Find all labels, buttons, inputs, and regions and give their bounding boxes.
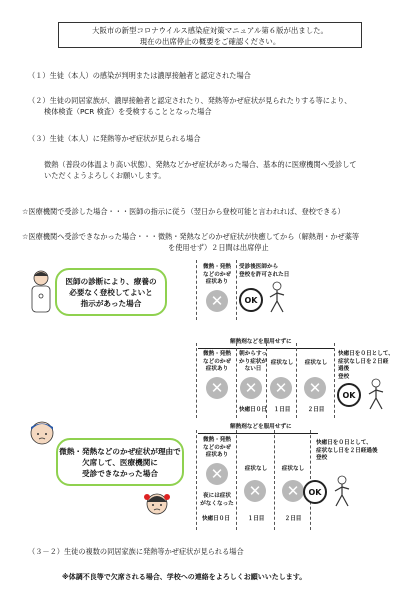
divider-b-1 (196, 343, 197, 418)
col-c1-note (199, 493, 235, 508)
col-b2-line-2: かり症状が (239, 358, 267, 365)
col-b2-label (238, 351, 268, 374)
c-day-label-0: 快癒日０日 (202, 516, 230, 522)
col-a1-line-3: 症状あり (205, 279, 229, 285)
col-c2-label: 症状なし (244, 466, 268, 472)
x-mark-icon: ✕ (206, 290, 228, 312)
x-mark-icon: ✕ (240, 377, 262, 399)
ok-label-b1: OK (342, 390, 356, 400)
ok-mark-icon (337, 383, 361, 407)
item-2-line-2: 検体検査（PCR 検査）を受検することとなった場合 (44, 107, 212, 116)
col-b2-line-3: ない日 (244, 366, 262, 372)
star-note-2-line-2: を使用せず）２日間は出席停止 (168, 243, 269, 252)
col-b4-label: 症状なし (304, 360, 328, 366)
bubble-a-line-1: 医師の診断により、療養の (65, 277, 157, 286)
x-mark-icon: ✕ (206, 463, 228, 485)
col-c1-note-line-2: がなくなった (200, 500, 234, 507)
banner-b-top: 解熱剤などを服用せずに (230, 339, 292, 345)
star-note-1: ☆医療機関で受診した場合・・・医師の指示に従う（翌日から登校可能と言われれば、登校できる） (22, 207, 345, 216)
header-notice-box (58, 22, 362, 48)
day-label-2: ２日目 (307, 407, 325, 413)
bubble-a-line-3: 指示があった場合 (80, 299, 142, 308)
note-b2-line-1: 快癒日を０日として、 (316, 440, 372, 446)
header-line-1: 大阪市の新型コロナウイルス感染症対策マニュアル第６版が出ました。 (92, 26, 328, 35)
item-3-body-line-2: いただくようよろしくお願いします。 (44, 171, 166, 180)
bubble-b-line-2: 欠席して、医療機関に (82, 458, 158, 467)
banner-b-mid: 解熱剤などを服用せずに (230, 424, 292, 430)
ok-label-a: OK (244, 295, 258, 305)
col-a2-line-1: 受診後医師から (239, 264, 279, 270)
col-b3-label: 症状なし (270, 360, 294, 366)
ok-mark-icon (303, 480, 327, 504)
col-a1-line-1: 微熱・発熱 (203, 264, 231, 270)
note-b1-line-4: 登校 (338, 373, 350, 380)
col-c1-label (199, 437, 235, 460)
c-day-label-1: １日目 (247, 516, 265, 522)
note-b1 (338, 351, 408, 381)
col-c1-line-1: 微熱・発熱 (203, 437, 231, 443)
speech-bubble-doctor (55, 268, 167, 316)
star-note-2-line-1: ☆医療機関へ受診できなかった場合・・・微熱・発熱などのかぜ症状が快癒してから（解熱剤・かぜ薬等 (22, 232, 360, 241)
item-2-line-1: （２）生徒の同居家族が、濃厚接触者と認定されたり、発熱等かぜ症状が見られたりする等により、 (28, 96, 352, 105)
day-label-1: １日目 (273, 407, 291, 413)
ok-mark-icon (239, 288, 263, 312)
col-b1-line-1: 微熱・発熱 (203, 351, 231, 357)
note-b2-line-2: 症状なし日を２日経過後 (316, 447, 378, 454)
c-day-label-2: ２日目 (284, 516, 302, 522)
banner-b-mid-line (198, 433, 318, 434)
speech-bubble-no-visit (56, 438, 184, 486)
divider-b-5 (334, 343, 335, 418)
divider-c-3 (274, 430, 275, 530)
walking-student-icon (330, 475, 354, 509)
col-a1-label (199, 264, 235, 287)
col-b2-line-1: 朝からすっ (239, 351, 267, 357)
x-mark-icon: ✕ (304, 377, 326, 399)
sick-boy-illustration (28, 420, 56, 446)
divider-a-1 (196, 260, 197, 320)
x-mark-icon: ✕ (244, 480, 266, 502)
walking-student-icon (364, 378, 388, 412)
col-c1-line-2: などのかぜ (203, 444, 231, 451)
note-b2-line-3: 登校 (316, 455, 328, 461)
header-line-2: 現在の出席停止の概要をご確認ください。 (139, 37, 281, 46)
divider-b-2 (236, 343, 237, 418)
col-a2-line-2: 登校を許可された日 (239, 271, 290, 278)
divider-c-2 (236, 430, 237, 530)
footer-note: ※体調不良等で欠席される場合、学校への連絡をよろしくお願いいたします。 (62, 573, 307, 581)
col-b1-label (199, 351, 235, 374)
walking-student-icon (265, 281, 289, 315)
x-mark-icon: ✕ (206, 377, 228, 399)
bubble-b-line-3: 受診できなかった場合 (82, 469, 158, 478)
item-1: （１）生徒（本人）の感染が判明または濃厚接触者と認定された場合 (28, 71, 251, 80)
col-a2-label (239, 264, 299, 279)
x-mark-icon: ✕ (282, 480, 304, 502)
item-3: （３）生徒（本人）に発熱等かぜ症状が見られる場合 (28, 134, 201, 143)
item-3-2: （３－２）生徒の複数の同居家族に発熱等かぜ症状が見られる場合 (28, 547, 244, 556)
bubble-a-line-2: 必要なく登校してよいと (69, 288, 153, 297)
col-c1-line-3: 症状あり (205, 452, 229, 458)
col-b1-line-3: 症状あり (205, 366, 229, 372)
ok-label-b2: OK (308, 487, 322, 497)
divider-a-2 (236, 260, 237, 320)
note-b1-line-1: 快癒日を０日として、 (338, 351, 394, 357)
day-label-0: 快癒日０日 (239, 407, 267, 413)
girl-illustration (142, 488, 172, 518)
col-b1-line-2: などのかぜ (203, 358, 231, 365)
note-b1-line-3: 過後 (338, 366, 350, 372)
divider-c-1 (196, 430, 197, 530)
bubble-b-line-1: 微熱・発熱などのかぜ症状が理由で (59, 447, 181, 456)
col-a1-line-2: などのかぜ (203, 271, 231, 278)
item-3-body-line-1: 微熱（普段の体温より高い状態）、発熱などかぜ症状があった場合、基本的に医療機関へ受診して (44, 160, 357, 169)
note-b2 (316, 440, 406, 463)
col-c3-label: 症状なし (281, 466, 305, 472)
note-b1-line-2: 症状なし日を２日経 (338, 358, 389, 365)
divider-b-4 (296, 343, 297, 418)
x-mark-icon: ✕ (270, 377, 292, 399)
doctor-illustration (28, 268, 54, 316)
col-c1-note-line-1: 夜には症状 (203, 493, 231, 499)
